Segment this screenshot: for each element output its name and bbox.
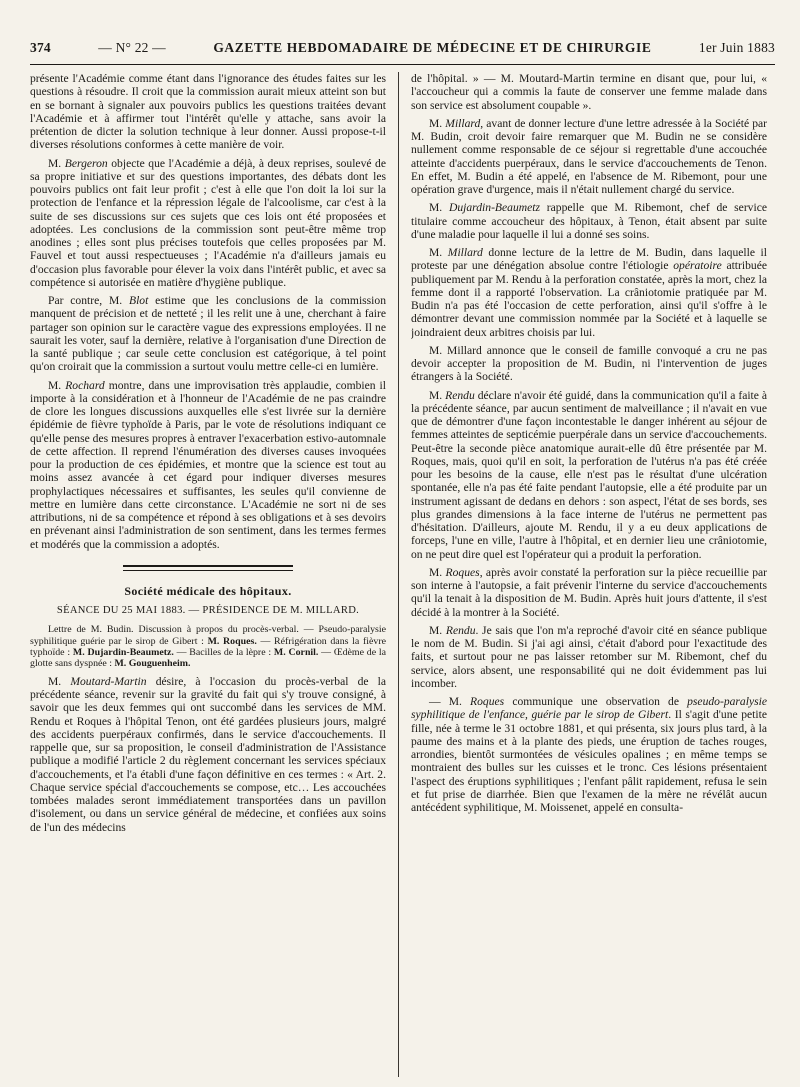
- paragraph: M. Bergeron objecte que l'Académie a déjà, à deux reprises, soulevé de sa propre initiative et sur des questions importantes, des débats dont les pouvoirs publics ont fait leur profit ; c'est à elle que l'on doit la loi sur la protection de l'enfance et la répression légale de l'alcoolisme, car c'est à la suite de ses discussions sur ces sujets que ces lois ont été proposées et adoptées. Les conclusions de la commission sont peut-être même trop anodines ; elles sont plus précises toutefois que celles proposées par M. Fauvel et tout aussi respectueuses ; l'Académie n'a d'ailleurs jamais eu d'occasion plus favorable pour élever la voix dans l'intérêt public, et avec sa compétence si autorisée en matière d'hygiène publique.: [30, 156, 386, 289]
- speaker-name: Millard: [447, 246, 483, 259]
- running-header: [30, 40, 775, 60]
- issue-number: — N° 22 —: [98, 40, 166, 55]
- left-column: [30, 72, 386, 1077]
- summary-text: Lettre de M. Budin. Discussion à propos du procès-verbal. — Pseudo-paralysie syphilitique guérie par le sirop de Gibert :: [30, 624, 386, 647]
- page-number: 374: [30, 40, 51, 55]
- paragraph-text: . Il s'agit d'une petite fille, née à terme le 31 octobre 1881, et qui présenta, six jours plus tard, à la paume des mains et à la plante des pieds, une éruption de taches rouges, arrondies, bientôt surmontées de vésicules opalines ; en même temps se montraient des bulles sur les cuisses et le tronc. Ces lésions présentaient l'aspect des éruptions syphilitiques ; l'enfant pâlit rapidement, refusa le sein et fut prise de diarrhée. Bien que l'examen de la mère ne révélât aucun antécédent syphilitique, M. Moissenet, appelé en consulta-: [411, 708, 767, 814]
- journal-title: GAZETTE HEBDOMADAIRE DE MÉDECINE ET DE CHIRURGIE: [213, 40, 652, 55]
- section-separator: [123, 565, 293, 571]
- paragraph: M. Moutard-Martin désire, à l'occasion du procès-verbal de la précédente séance, revenir sur la gravité du fait qui s'y trouve consigné, à savoir que les deux femmes qui ont succombé dans les services de MM. Rendu et Roques à l'hôpital Tenon, ont été gardées plusieurs jours, malgré des accidents puerpéraux confirmés, dans le service d'accouchements. Il rappelle que, sur sa proposition, le conseil d'administration de l'Assistance publique a modifié l'article 2 du règlement concernant les services spéciaux d'accouchements, et l'a établi d'une façon définitive en ces termes : « Art. 2. Chaque service spécial d'accouchements se compose, etc… Les accouchées tombées malades seront immédiatement transportées dans un pavillon d'isolement, ou dans un service général de médecine, et confiées aux soins de l'un des médecins: [30, 674, 386, 834]
- paragraph: M. Millard, avant de donner lecture d'une lettre adressée à la Société par M. Budin, croit devoir faire remarquer que M. Budin ne se considère nullement comme responsable de ce séjour si regrettable d'une accouchée atteinte d'accidents puerpéraux, dans le service d'accouchements de Tenon. En effet, M. Budin a été appelé, en l'absence de M. Ribemont, pour une opération grave d'urgence, mais il n'était nullement chargé du service.: [411, 116, 767, 196]
- paragraph-text: désire, à l'occasion du procès-verbal de la précédente séance, revenir sur la gravité du fait qui s'y trouve consigné, à savoir que les deux femmes qui ont succombé dans les services de MM. Rendu et Roques à l'hôpital Tenon, ont été gardées plusieurs jours, malgré des accidents puerpéraux confirmés, dans le service d'accouchements. Il rappelle que, sur sa proposition, le conseil d'administration de l'Assistance publique a modifié l'article 2 du règlement concernant les services spéciaux d'accouchements, et l'a établi d'une façon définitive en ces termes : « Art. 2. Chaque service spécial d'accouchements se compose, etc… Les accouchées tombées malades seront immédiatement transportées dans un pavillon d'isolement, ou dans un service général de médecine, et confiées aux soins de l'un des médecins: [30, 674, 386, 834]
- paragraph: M. Dujardin-Beaumetz rappelle que M. Ribemont, chef de service titulaire comme accoucheur des hôpitaux, à Tenon, était absent par suite d'une maladie pour laquelle il lui a donné ses soins.: [411, 201, 767, 241]
- speaker-name: Roques: [445, 565, 480, 579]
- speaker-name: Bergeron: [64, 156, 108, 170]
- speaker-name: Rochard: [65, 378, 105, 392]
- speaker-name: Millard: [445, 116, 481, 130]
- speaker-name: Dujardin-Beaumetz: [448, 201, 541, 215]
- summary-text: — Bacilles de la lèpre :: [176, 647, 272, 659]
- paragraph: M. Rendu. Je sais que l'on m'a reproché d'avoir cité en séance publique le nom de M. Budin. Si j'ai agi ainsi, c'était d'abord pour l'exactitude des faits, et surtout pour ne pas laisser retomber sur M. Ribemont, chef du service, alors absent, une responsabilité qui ne doit évidemment pas lui incomber.: [411, 623, 767, 690]
- paragraph: M. Millard donne lecture de la lettre de M. Budin, dans laquelle il proteste par une dénégation absolue contre l'étiologie opératoire attribuée publiquement par M. Rendu à la perforation constatée, après la mort, chez la femme dont il a rapporté l'observation. La crâniotomie pratiquée par M. Budin n'a pas été l'occasion de cette perforation, ainsi qu'il s'offre à le démontrer devant une commission nommée par la Société et à laquelle se joindraient deux arbitres choisis par lui.: [411, 246, 767, 339]
- paragraph: — M. Roques communique une observation de pseudo-paralysie syphilitique de l'enfance, guérie par le sirop de Gibert. Il s'agit d'une petite fille, née à terme le 31 octobre 1881, et qui présenta, six jours plus tard, à la paume des mains et à la plante des pieds, une éruption de taches rouges, arrondies, bientôt surmontées de vésicules opalines ; en même temps se montraient des bulles sur les cuisses et le tronc. Ces lésions présentaient l'aspect des éruptions syphilitiques ; l'enfant pâlit rapidement, refusa le sein et fut prise de diarrhée. Bien que l'examen de la mère ne révélât aucun antécédent syphilitique, M. Moissenet, appelé en consulta-: [411, 695, 767, 814]
- paragraph: [30, 294, 386, 374]
- session-summary: [30, 624, 386, 670]
- emphasis: opératoire: [673, 259, 722, 273]
- summary-speaker: M. Dujardin-Beaumetz.: [72, 647, 174, 659]
- paragraph: de l'hôpital. » — M. Moutard-Martin termine en disant que, pour lui, « l'accoucheur qui a commis la faute de conserver une femme malade dans son service est absolument coupable ».: [411, 72, 767, 112]
- summary-speaker: M. Roques.: [207, 635, 257, 647]
- emphasis: pseudo-paralysie syphilitique de l'enfance, guérie par le sirop de Gibert: [411, 695, 767, 722]
- paragraph-text: Par contre, M.: [48, 294, 123, 307]
- session-heading: SÉANCE DU 25 MAI 1883. — PRÉSIDENCE DE M. MILLARD.: [56, 605, 360, 616]
- paragraph: M. Rochard montre, dans une improvisation très applaudie, combien il importe à la considération et à l'honneur de l'Académie de ne pas craindre de clore les longues discussions auxquelles elle s'est livrée sur la dernière épidémie de fièvre typhoïde à Paris, par le vote de résolutions indiquant ce qu'elle pense des mesures propres à entraver l'exacerbation estivo-automnale de cette affection. Il reprend l'énumération des diverses causes invoquées pour la production de ces épidémies, et montre que la science est tout au moins assez avancée à cet égard pour indiquer diverses mesures prophylactiques nécessaires et suffisantes, les seules qu'il convienne de mettre en lumière dans cette circonstance. L'Académie ne sort ni de ses attributions, ni de sa compétence et répond à ses obligations et à ses devoirs en prévenant ainsi l'administration de son sentiment, dans les termes fermes et modérés que la commission a adoptés.: [30, 378, 386, 551]
- paragraph-text: . Je sais que l'on m'a reproché d'avoir cité en séance publique le nom de M. Budin. Si j'ai agi ainsi, c'était d'abord pour l'exactitude des faits, et surtout pour ne pas laisser retomber sur M. Ribemont, chef du service, alors absent, une responsabilité qui ne doit évidemment pas lui incomber.: [411, 623, 767, 690]
- summary-speaker: M. Cornil.: [273, 647, 319, 659]
- speaker-name: Roques: [470, 695, 505, 708]
- issue-date: 1er Juin 1883: [698, 40, 775, 55]
- speaker-name: Rendu: [445, 388, 475, 402]
- paragraph-text: attribuée publiquement par M. Rendu à la perforation constatée, après la mort, chez la femme dont il a rapporté l'observation. La crâniotomie pratiquée par M. Budin n'a pas été l'occasion de cette perforation, ainsi qu'il s'offre à le démontrer devant une commission nommée par la Société et à laquelle se joindraient deux arbitres choisis par lui.: [411, 259, 767, 339]
- speaker-name: Rendu: [445, 623, 476, 637]
- right-column: [411, 72, 767, 1077]
- paragraph-text: communique une observation de: [512, 695, 679, 708]
- speaker-name: Moutard-Martin: [70, 674, 147, 688]
- paragraph: présente l'Académie comme étant dans l'ignorance des études faites sur les questions à résoudre. Il croit que la commission aurait mieux atteint son but en se bornant à signaler aux pouvoirs publics les questions traitées devant l'Académie et à affirmer tout l'intérêt qu'elle y attache, sans avoir la prétention de dicter la solution technique à leur donner. Aussi propose-t-il diverses résolutions conformes à cette manière de voir.: [30, 72, 386, 152]
- paragraph: M. Millard annonce que le conseil de famille convoqué a cru ne pas devoir accepter la proposition de M. Budin, ni l'intervention de juges étrangers à la Société.: [411, 343, 767, 384]
- section-title: Société médicale des hôpitaux.: [124, 583, 292, 598]
- summary-speaker: M. Gouguenheim.: [114, 658, 191, 670]
- summary-text: — Œdème de la glotte sans dyspnée :: [30, 647, 386, 670]
- paragraph-text: , avant de donner lecture d'une lettre adressée à la Société par M. Budin, croit devoir faire remarquer que M. Budin ne se considère nullement comme responsable de ce séjour si regrettable d'une accouchée atteinte d'accidents puerpéraux, dans le service d'accouchements de Tenon. En effet, M. Budin a été appelé, en l'absence de M. Ribemont, pour une opération grave d'urgence, mais il n'était nullement chargé du service.: [411, 116, 767, 196]
- header-rule: [30, 64, 775, 65]
- paragraph-text: objecte que l'Académie a déjà, à deux reprises, soulevé de sa propre initiative et sur des questions importantes, des débats dont les pouvoirs publics ont fait leur profit ; c'est à elle que l'on doit la loi sur la protection de l'enfance et la répression légale de l'alcoolisme, car c'est à la suite de ses discussions sur ces sujets que ces lois ont été proposées et adoptées. Les conclusions de la commission sont peut-être même trop anodines ; elles sont plus précises toutefois que celles proposées par M. Fauvel et tout aussi respectueuses ; l'Académie n'a d'ailleurs jamais eu d'occasion plus favorable pour élever la voix dans l'intérêt public, et avec sa compétence si autorisée en matière d'hygiène publique.: [30, 156, 386, 289]
- paragraph-text: montre, dans une improvisation très applaudie, combien il importe à la considération et à l'honneur de l'Académie de ne pas craindre de clore les longues discussions auxquelles elle s'est livrée sur la dernière épidémie de fièvre typhoïde à Paris, par le vote de résolutions indiquant ce qu'elle pense des mesures propres à entraver l'exacerbation estivo-automnale de cette affection. Il reprend l'énumération des diverses causes invoquées pour la production de ces épidémies, et montre que la science est tout au moins assez avancée à cet égard pour indiquer diverses mesures prophylactiques nécessaires et suffisantes, les seules qu'il convienne de mettre en lumière dans cette circonstance. L'Académie ne sort ni de ses attributions, ni de sa compétence et répond à ses obligations et à ses devoirs en prévenant ainsi l'administration de son sentiment, dans les termes fermes et modérés que la commission a adoptés.: [30, 378, 386, 551]
- paragraph-text: déclare n'avoir été guidé, dans la communication qu'il a faite à la précédente séance, par aucun sentiment de malveillance ; il n'avait en vue que de démontrer d'une façon incontestable le danger inhérent au séjour de femmes atteintes de septicémie puerpérale dans un service d'accouchements. Peut-être la seconde pièce anatomique aurait-elle dû être présentée par M. Roques, mais, quoi qu'il en soit, la perforation de l'utérus n'a pas été créée pour les besoins de la cause, elle n'est pas le résultat d'une ulcération spontanée, elle n'a pas été faite pendant l'autopsie, elle a été produite par un instrument agissant de dedans en dehors : son aspect, l'état de ses bords, ses plus grandes dimensions à la face interne de l'utérus ne permettent pas d'hésitation. D'ailleurs, ajoute M. Rendu, il y a eu deux applications de forceps, l'une en ville, l'autre à l'hôpital, et en dernier lieu une crâniotomie, on ne peut dire quel est l'opérateur qui a produit la perforation.: [411, 388, 767, 561]
- paragraph: M. Rendu déclare n'avoir été guidé, dans la communication qu'il a faite à la précédente séance, par aucun sentiment de malveillance ; il n'avait en vue que de démontrer d'une façon incontestable le danger inhérent au séjour de femmes atteintes de septicémie puerpérale dans un service d'accouchements. Peut-être la seconde pièce anatomique aurait-elle dû être présentée par M. Roques, mais, quoi qu'il en soit, la perforation de l'utérus n'a pas été créée pour les besoins de la cause, elle n'est pas le résultat d'une ulcération spontanée, elle n'a pas été faite pendant l'autopsie, elle a été produite par un instrument agissant de dedans en dehors : son aspect, l'état de ses bords, ses plus grandes dimensions à la face interne de l'utérus ne permettent pas d'hésitation. D'ailleurs, ajoute M. Rendu, il y a eu deux applications de forceps, l'une en ville, l'autre à l'hôpital, et en dernier lieu une crâniotomie, on ne peut dire quel est l'opérateur qui a produit la perforation.: [411, 388, 767, 561]
- paragraph-text: , après avoir constaté la perforation sur la pièce recueillie par son interne à l'autopsie, a fait prévenir l'interne du service d'accouchements qu'il la tenait à la disposition de M. Budin. Après huit jours d'attente, il s'est décidé à la montrer à la Société.: [411, 565, 767, 619]
- speaker-name: Blot: [128, 294, 149, 307]
- paragraph-text: estime que les conclusions de la commission manquent de précision et de netteté ; il les relit une à une, cherchant à faire partager son opinion sur le caractère vague des expressions employées. Il ne saurait les voter, sauf la dernière, relative à l'organisation d'une Direction de la santé publique ; car seule cette conclusion est catégorique, à tel point qu'on croirait que la commission a surtout voulu mettre celle-ci en lumière.: [30, 294, 386, 374]
- summary-text: — Réfrigération dans la fièvre typhoïde :: [30, 635, 386, 659]
- column-divider: [398, 72, 399, 1077]
- paragraph-text: donne lecture de la lettre de M. Budin, dans laquelle il proteste par une dénégation absolue contre l'étiologie: [411, 246, 767, 273]
- paragraph-text: rappelle que M. Ribemont, chef de service titulaire comme accoucheur des hôpitaux, à Tenon, était absent par suite d'une maladie pour laquelle il lui a donné ses soins.: [411, 201, 767, 241]
- paragraph: M. Roques, après avoir constaté la perforation sur la pièce recueillie par son interne à l'autopsie, a fait prévenir l'interne du service d'accouchements qu'il la tenait à la disposition de M. Budin. Après huit jours d'attente, il s'est décidé à la montrer à la Société.: [411, 565, 767, 619]
